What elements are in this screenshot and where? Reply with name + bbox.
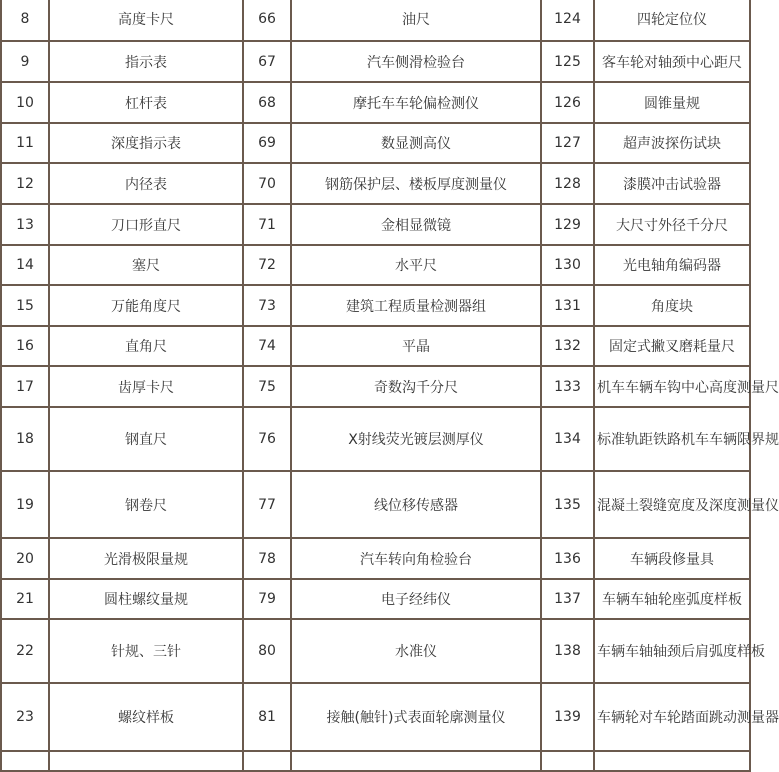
- item-name-cell: X射线荧光镀层测厚仪: [291, 407, 541, 471]
- item-number-cell: [243, 751, 291, 771]
- item-name-cell: 车辆段修量具: [594, 538, 750, 579]
- item-name-cell: 刀口形直尺: [49, 204, 243, 245]
- item-name-cell: 光滑极限量规: [49, 538, 243, 579]
- item-number-cell: 134: [541, 407, 594, 471]
- item-name-cell: 车辆车轴轮座弧度样板: [594, 579, 750, 619]
- table-row: [1, 751, 750, 771]
- item-number-cell: 17: [1, 366, 49, 407]
- table-row: [1, 82, 750, 123]
- item-number-cell: 23: [1, 683, 49, 751]
- item-name-cell: 接触(触针)式表面轮廓测量仪: [291, 683, 541, 751]
- item-name-cell: [49, 751, 243, 771]
- item-number-cell: 9: [1, 41, 49, 82]
- item-number-cell: 69: [243, 123, 291, 163]
- item-number-cell: 135: [541, 471, 594, 538]
- item-number-cell: 66: [243, 0, 291, 41]
- item-name-cell: 杠杆表: [49, 82, 243, 123]
- table-row: [1, 0, 750, 41]
- item-number-cell: 137: [541, 579, 594, 619]
- item-number-cell: 138: [541, 619, 594, 683]
- item-name-cell: 圆柱螺纹量规: [49, 579, 243, 619]
- item-name-cell: 指示表: [49, 41, 243, 82]
- item-number-cell: 127: [541, 123, 594, 163]
- item-number-cell: 22: [1, 619, 49, 683]
- item-name-cell: 圆锥量规: [594, 82, 750, 123]
- item-number-cell: 68: [243, 82, 291, 123]
- item-name-cell: 水平尺: [291, 245, 541, 285]
- item-number-cell: 71: [243, 204, 291, 245]
- item-number-cell: 67: [243, 41, 291, 82]
- table-row: [1, 471, 750, 538]
- item-number-cell: 76: [243, 407, 291, 471]
- item-number-cell: 81: [243, 683, 291, 751]
- item-number-cell: 21: [1, 579, 49, 619]
- item-number-cell: 139: [541, 683, 594, 751]
- item-number-cell: 12: [1, 163, 49, 204]
- item-number-cell: 70: [243, 163, 291, 204]
- table-row: [1, 245, 750, 285]
- item-number-cell: 136: [541, 538, 594, 579]
- item-name-cell: 钢直尺: [49, 407, 243, 471]
- item-number-cell: 132: [541, 326, 594, 366]
- table-row: [1, 41, 750, 82]
- item-name-cell: 螺纹样板: [49, 683, 243, 751]
- item-name-cell: 塞尺: [49, 245, 243, 285]
- table-row: [1, 366, 750, 407]
- item-name-cell: 高度卡尺: [49, 0, 243, 41]
- item-name-cell: 汽车转向角检验台: [291, 538, 541, 579]
- item-name-cell: 机车车辆车钩中心高度测量尺: [594, 366, 750, 407]
- table-row: [1, 683, 750, 751]
- table-body: [1, 0, 779, 771]
- table-row: [1, 204, 750, 245]
- item-name-cell: 建筑工程质量检测器组: [291, 285, 541, 326]
- item-number-cell: 125: [541, 41, 594, 82]
- item-number-cell: 124: [541, 0, 594, 41]
- item-number-cell: 10: [1, 82, 49, 123]
- table-row: [1, 163, 750, 204]
- item-name-cell: 奇数沟千分尺: [291, 366, 541, 407]
- item-name-cell: 摩托车车轮偏检测仪: [291, 82, 541, 123]
- table-row: [1, 123, 750, 163]
- item-name-cell: 超声波探伤试块: [594, 123, 750, 163]
- table-row: [1, 579, 750, 619]
- item-name-cell: 针规、三针: [49, 619, 243, 683]
- item-name-cell: 混凝土裂缝宽度及深度测量仪: [594, 471, 750, 538]
- item-name-cell: 客车轮对轴颈中心距尺: [594, 41, 750, 82]
- item-name-cell: 油尺: [291, 0, 541, 41]
- table-row: [1, 619, 750, 683]
- item-number-cell: 75: [243, 366, 291, 407]
- item-number-cell: 129: [541, 204, 594, 245]
- item-number-cell: [1, 751, 49, 771]
- table-row: [1, 285, 750, 326]
- item-name-cell: 平晶: [291, 326, 541, 366]
- item-number-cell: [541, 751, 594, 771]
- item-name-cell: 金相显微镜: [291, 204, 541, 245]
- item-name-cell: 直角尺: [49, 326, 243, 366]
- item-number-cell: 77: [243, 471, 291, 538]
- item-name-cell: 齿厚卡尺: [49, 366, 243, 407]
- item-number-cell: 13: [1, 204, 49, 245]
- item-name-cell: 水准仪: [291, 619, 541, 683]
- item-name-cell: 汽车侧滑检验台: [291, 41, 541, 82]
- item-name-cell: 标准轨距铁路机车车辆限界规: [594, 407, 750, 471]
- item-name-cell: 大尺寸外径千分尺: [594, 204, 750, 245]
- item-number-cell: 19: [1, 471, 49, 538]
- item-name-cell: 四轮定位仪: [594, 0, 750, 41]
- item-number-cell: 128: [541, 163, 594, 204]
- item-name-cell: [594, 751, 750, 771]
- item-number-cell: 74: [243, 326, 291, 366]
- item-number-cell: 79: [243, 579, 291, 619]
- item-number-cell: 133: [541, 366, 594, 407]
- item-number-cell: 15: [1, 285, 49, 326]
- item-name-cell: 内径表: [49, 163, 243, 204]
- table-row: [1, 407, 750, 471]
- item-number-cell: 8: [1, 0, 49, 41]
- item-name-cell: 固定式撇叉磨耗量尺: [594, 326, 750, 366]
- item-name-cell: 车辆轮对车轮踏面跳动测量器: [594, 683, 750, 751]
- item-name-cell: 角度块: [594, 285, 750, 326]
- item-number-cell: 130: [541, 245, 594, 285]
- table-row: [1, 538, 750, 579]
- table-row: [1, 326, 750, 366]
- item-number-cell: 78: [243, 538, 291, 579]
- item-name-cell: 深度指示表: [49, 123, 243, 163]
- item-number-cell: 73: [243, 285, 291, 326]
- item-number-cell: 11: [1, 123, 49, 163]
- item-number-cell: 20: [1, 538, 49, 579]
- item-name-cell: 电子经纬仪: [291, 579, 541, 619]
- item-name-cell: 漆膜冲击试验器: [594, 163, 750, 204]
- item-name-cell: 万能角度尺: [49, 285, 243, 326]
- item-number-cell: 18: [1, 407, 49, 471]
- item-name-cell: [291, 751, 541, 771]
- item-number-cell: 131: [541, 285, 594, 326]
- item-name-cell: 钢筋保护层、楼板厚度测量仪: [291, 163, 541, 204]
- item-number-cell: 14: [1, 245, 49, 285]
- item-name-cell: 车辆车轴轴颈后肩弧度样板: [594, 619, 750, 683]
- item-name-cell: 光电轴角编码器: [594, 245, 750, 285]
- item-number-cell: 72: [243, 245, 291, 285]
- item-number-cell: 16: [1, 326, 49, 366]
- item-name-cell: 线位移传感器: [291, 471, 541, 538]
- item-number-cell: 126: [541, 82, 594, 123]
- item-name-cell: 数显测高仪: [291, 123, 541, 163]
- item-number-cell: 80: [243, 619, 291, 683]
- item-name-cell: 钢卷尺: [49, 471, 243, 538]
